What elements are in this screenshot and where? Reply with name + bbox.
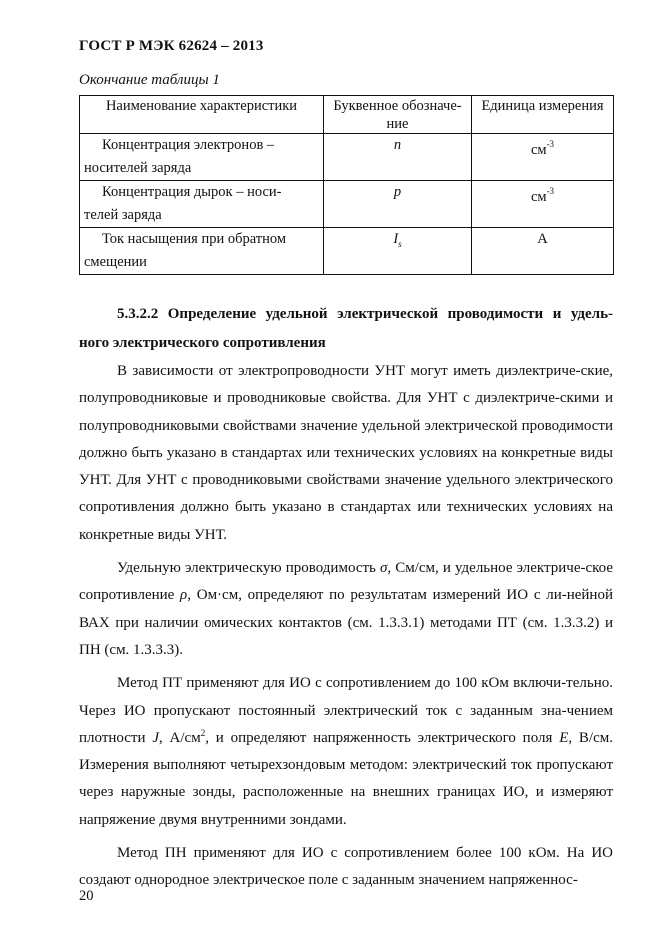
unit-exponent: -3 (546, 139, 555, 149)
text-run: , В/см. Измерения выполняют четырехзондовым методом: электрический ток пропускают через наружные зонды, расположенные на внешних границах ИО, и измеряют напряжение двумя внутренними зондами. (79, 729, 614, 828)
name-line: носителей заряда (84, 160, 192, 176)
text-run: , и определяют напряженность электрического поля (205, 729, 560, 746)
column-header-symbol: Буквенное обозначе-ние (324, 96, 472, 134)
document-header: ГОСТ Р МЭК 62624 – 2013 (79, 38, 264, 54)
table-header-row (80, 96, 614, 134)
section-heading (79, 300, 613, 358)
table-cell-unit (472, 181, 614, 228)
symbol-subscript: s (398, 238, 402, 249)
unit-exponent: 2 (200, 727, 206, 738)
symbol-rho: ρ (180, 587, 188, 604)
table-cell-unit (472, 134, 614, 181)
page-number: 20 (79, 888, 94, 904)
name-line: Концентрация дырок – носи- (102, 184, 282, 200)
unit: А (537, 231, 548, 247)
symbol: p (393, 184, 402, 200)
name-line: смещении (84, 254, 147, 270)
table-cell-name (80, 228, 324, 275)
paragraph (79, 555, 613, 664)
symbol: n (393, 137, 402, 153)
section-heading-line2: ного электрического сопротивления (79, 335, 326, 351)
table-cell-name (80, 134, 324, 181)
table-caption: Окончание таблицы 1 (79, 72, 220, 88)
table-cell-name (80, 181, 324, 228)
body-text (79, 358, 613, 895)
text-run: Удельную электрическую проводимость (117, 560, 380, 577)
table-cell-unit (472, 228, 614, 275)
table-row (80, 181, 614, 228)
symbol-sigma: σ (379, 560, 388, 577)
section-heading-line1: 5.3.2.2 Определение удельной электрической проводимости и удель- (117, 306, 613, 322)
table-cell-symbol (324, 181, 472, 228)
unit: см (530, 141, 547, 158)
symbol: I (393, 231, 399, 247)
text-run: , См/см, и удельное электриче-ское сопротивление (79, 560, 613, 604)
text-run: , Ом·см, определяют по результатам измерений ИО с ли-нейной ВАХ при наличии омических контактов (см. 1.3.3.1) методами ПТ (см. 1.3.3.2) и ПН (см. 1.3.3.3). (79, 587, 613, 658)
table-row (80, 228, 614, 275)
table-row (80, 134, 614, 181)
column-header-name: Наименование характеристики (80, 96, 324, 134)
name-line: телей заряда (84, 207, 162, 223)
text-run: Метод ПТ применяют для ИО с сопротивлением до 100 кОм включи-тельно. Через ИО пропускают постоянный электрический ток с заданным зна-чением плотности (79, 675, 613, 746)
paragraph: В зависимости от электропроводности УНТ могут иметь диэлектриче-ские, полупроводниковые и проводниковые свойства. Для УНТ с диэлектриче-скими и полупроводниковыми свойствами значение удельной электрической проводимости должно быть указано в стандартах или технических условиях на конкретные виды УНТ. Для УНТ с проводниковыми свойствами значение удельного электрического сопротивления должно быть указано в стандартах или технических условиях на конкретные виды УНТ. (79, 363, 613, 543)
unit-exponent: -3 (546, 186, 555, 196)
paragraph: Метод ПН применяют для ИО с сопротивлением более 100 кОм. На ИО создают однородное электрическое поле с заданным значением напряженнос- (79, 845, 613, 889)
column-header-unit: Единица измерения (472, 96, 614, 134)
symbol-j: J (152, 729, 159, 746)
unit: см (530, 188, 547, 205)
name-line: Концентрация электронов – (102, 137, 275, 153)
table-cell-symbol (324, 228, 472, 275)
characteristics-table (79, 95, 614, 275)
symbol-e: E (559, 729, 569, 746)
name-line: Ток насыщения при обратном (102, 231, 287, 247)
table-cell-symbol (324, 134, 472, 181)
paragraph (79, 670, 613, 834)
text-run: , А/см (159, 729, 201, 746)
